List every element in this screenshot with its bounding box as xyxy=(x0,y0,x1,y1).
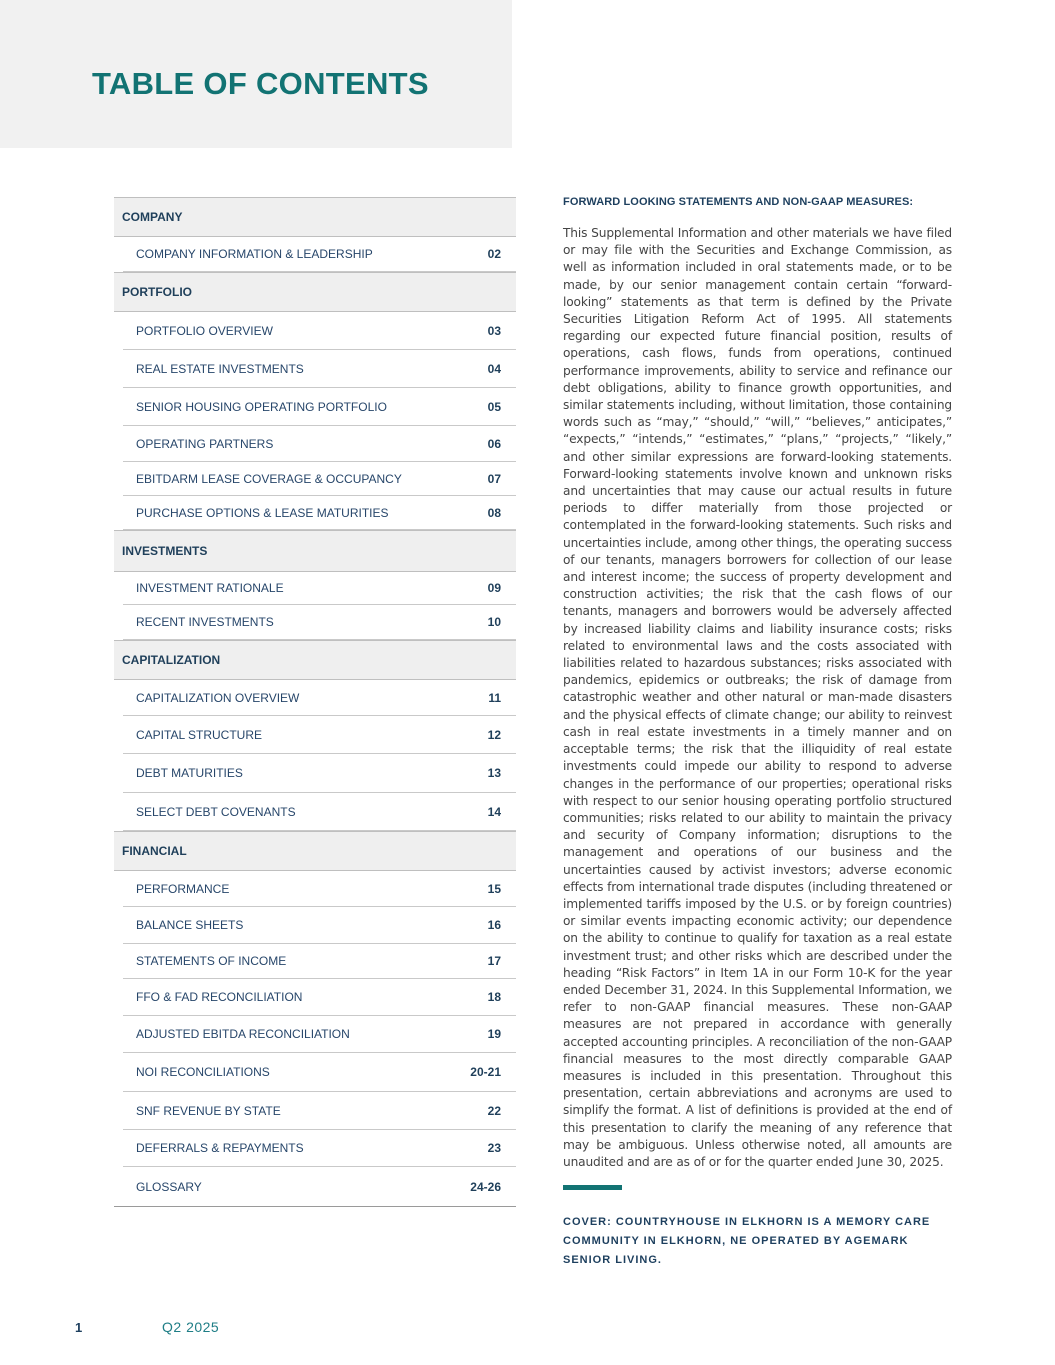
toc-item-label: FFO & FAD RECONCILIATION xyxy=(136,990,303,1004)
toc-item[interactable] xyxy=(123,1016,516,1053)
toc-item[interactable] xyxy=(123,496,516,530)
toc-item[interactable] xyxy=(123,350,516,388)
forward-looking-statements xyxy=(563,196,952,1171)
report-period: Q2 2025 xyxy=(162,1319,220,1335)
forward-looking-heading: FORWARD LOOKING STATEMENTS AND NON-GAAP MEASURES: xyxy=(563,196,914,208)
toc-item-label: PURCHASE OPTIONS & LEASE MATURITIES xyxy=(136,505,389,520)
toc-section-company: COMPANY xyxy=(114,197,516,237)
page-number: 1 xyxy=(75,1320,83,1335)
toc-item[interactable] xyxy=(123,605,516,640)
toc-item-label: RECENT INVESTMENTS xyxy=(136,615,274,629)
toc-item[interactable] xyxy=(123,388,516,426)
toc-section-investments: INVESTMENTS xyxy=(114,530,516,572)
toc-item-label: PORTFOLIO OVERVIEW xyxy=(136,323,273,338)
toc-item-label: SENIOR HOUSING OPERATING PORTFOLIO xyxy=(136,399,387,414)
toc-item[interactable] xyxy=(123,1092,516,1130)
toc-item-page: 12 xyxy=(487,727,501,742)
toc-item[interactable] xyxy=(123,237,516,272)
toc-item-label: SELECT DEBT COVENANTS xyxy=(136,804,296,819)
toc-item-page: 13 xyxy=(487,766,501,780)
toc-item-page: 07 xyxy=(487,471,501,486)
toc-item-page: 10 xyxy=(487,615,501,629)
toc-item-label: ADJUSTED EBITDA RECONCILIATION xyxy=(136,1027,350,1041)
toc-item-label: STATEMENTS OF INCOME xyxy=(136,954,287,968)
toc-item-label: CAPITALIZATION OVERVIEW xyxy=(136,690,300,705)
toc-item[interactable] xyxy=(123,793,516,831)
toc-item[interactable] xyxy=(114,1167,516,1207)
cover-caption: COVER: COUNTRYHOUSE IN ELKHORN IS A MEMORY CARE COMMUNITY IN ELKHORN, NE OPERATED BY AGEMARK SENIOR LIVING. xyxy=(563,1216,931,1266)
toc-item[interactable] xyxy=(123,1130,516,1167)
toc-item[interactable] xyxy=(123,1053,516,1092)
toc-section-financial: FINANCIAL xyxy=(114,831,516,871)
toc-item[interactable] xyxy=(123,754,516,793)
table-of-contents xyxy=(114,197,516,1207)
toc-item-label: GLOSSARY xyxy=(136,1179,202,1194)
toc-item-page: 19 xyxy=(487,1027,501,1041)
toc-item-page: 11 xyxy=(488,690,501,705)
toc-section-capitalization: CAPITALIZATION xyxy=(114,640,516,680)
toc-item-page: 23 xyxy=(487,1141,501,1155)
toc-item-page: 08 xyxy=(487,505,501,520)
toc-item-label: INVESTMENT RATIONALE xyxy=(136,581,284,595)
toc-item-label: CAPITAL STRUCTURE xyxy=(136,727,263,742)
toc-item-label: BALANCE SHEETS xyxy=(136,918,244,932)
toc-item[interactable] xyxy=(123,312,516,350)
toc-item[interactable] xyxy=(123,572,516,605)
toc-item-label: DEBT MATURITIES xyxy=(136,766,243,780)
toc-section-portfolio: PORTFOLIO xyxy=(114,272,516,312)
title-block xyxy=(0,0,512,148)
toc-item-page: 20-21 xyxy=(470,1065,501,1079)
toc-item-page: 24-26 xyxy=(470,1179,501,1194)
toc-item[interactable] xyxy=(123,462,516,496)
toc-item-label: COMPANY INFORMATION & LEADERSHIP xyxy=(136,247,373,261)
toc-item-page: 17 xyxy=(487,954,501,968)
toc-item-label: NOI RECONCILIATIONS xyxy=(136,1065,270,1079)
toc-item[interactable] xyxy=(123,907,516,944)
accent-divider xyxy=(563,1185,622,1190)
toc-item-label: DEFERRALS & REPAYMENTS xyxy=(136,1141,304,1155)
toc-item-page: 22 xyxy=(487,1103,501,1118)
toc-item-label: SNF REVENUE BY STATE xyxy=(136,1103,281,1118)
toc-item-page: 04 xyxy=(487,361,501,376)
toc-item-page: 02 xyxy=(487,247,501,261)
toc-item-page: 09 xyxy=(487,581,501,595)
toc-item-label: PERFORMANCE xyxy=(136,881,230,896)
toc-item-page: 03 xyxy=(487,323,501,338)
toc-item[interactable] xyxy=(123,426,516,462)
toc-item-page: 06 xyxy=(487,436,501,451)
toc-item-page: 15 xyxy=(487,881,501,896)
toc-item-page: 14 xyxy=(487,804,501,819)
toc-item[interactable] xyxy=(123,944,516,979)
toc-item[interactable] xyxy=(123,716,516,754)
toc-item-page: 16 xyxy=(487,918,501,932)
toc-item-page: 18 xyxy=(487,990,501,1004)
toc-item-label: OPERATING PARTNERS xyxy=(136,436,274,451)
toc-item[interactable] xyxy=(123,871,516,907)
page-title: TABLE OF CONTENTS xyxy=(92,66,429,101)
toc-item-page: 05 xyxy=(487,399,501,414)
toc-item-label: REAL ESTATE INVESTMENTS xyxy=(136,361,304,376)
toc-item-label: EBITDARM LEASE COVERAGE & OCCUPANCY xyxy=(136,471,402,486)
toc-item[interactable] xyxy=(123,680,516,716)
toc-item[interactable] xyxy=(123,979,516,1016)
forward-looking-body: This Supplemental Information and other materials we have filed or may file with the Securities and Exchange Commission, as well as information included in oral statements made, or to be made, by our senior management contain certain “forward-looking” statements as that term is defined by the Private Securities Litigation Reform Act of 1995. All statements regarding our expected future financial position, results of operations, cash flows, funds from operations, continued performance improvements, ability to service and refinance our debt obligations, ability to finance growth opportunities, and similar statements including, without limitation, those containing words such as “may,” “should,” “will,” “believes,” anticipates,” “expects,” “intends,” “estimates,” “plans,” “projects,” “likely,” and other similar expressions are forward-looking statements. Forward-looking statements involve known and unknown risks and uncertainties that may cause our actual results in future periods to differ materially from those projected or contemplated in the forward-looking statements. Such risks and uncertainties include, among other things, the operating success of our tenants, managers borrowers for collection of our lease and interest income; the success of property development and construction activities; the risk that the cash flows of our tenants, managers and borrowers would be adversely affected by increased liability claims and liability insurance costs; risks related to environmental laws and the costs associated with liabilities related to hazardous substances; risks associated with pandemics, epidemics or outbreaks; the risk of damage from catastrophic weather and other natural or man-made disasters and the physical effects of climate change; our ability to reinvest cash in real estate investments in a timely manner and on acceptable terms; the risk that the illiquidity of real estate investments could impede our ability to respond to adverse changes in the performance of our properties; operational risks with respect to our senior housing operating portfolio structured communities; risks related to our ability to maintain the privacy and security of Company information; disruptions to the management and operations of our business and the uncertainties caused by activist investors; adverse economic effects from international trade disputes (including threatened or implemented tariffs imposed by the U.S. or by foreign countries) or similar events impacting economic activity; our dependence on the ability to continue to qualify for taxation as a real estate investment trust; and other risks which are described under the heading “Risk Factors” in Item 1A in our Form 10-K for the year ended December 31, 2024. In this Supplemental Information, we refer to non-GAAP financial measures. These non-GAAP measures are not prepared in accordance with generally accepted accounting principles. A reconciliation of the non-GAAP financial measures to the most directly comparable GAAP measures is included in this presentation. Throughout this presentation, certain abbreviations and acronyms are used to simplify the format. A list of definitions is provided at the end of this presentation to clarify the meaning of any reference that may be ambiguous. Unless otherwise noted, all amounts are unaudited and are as of or for the quarter ended June 30, 2025. xyxy=(563,226,952,1169)
